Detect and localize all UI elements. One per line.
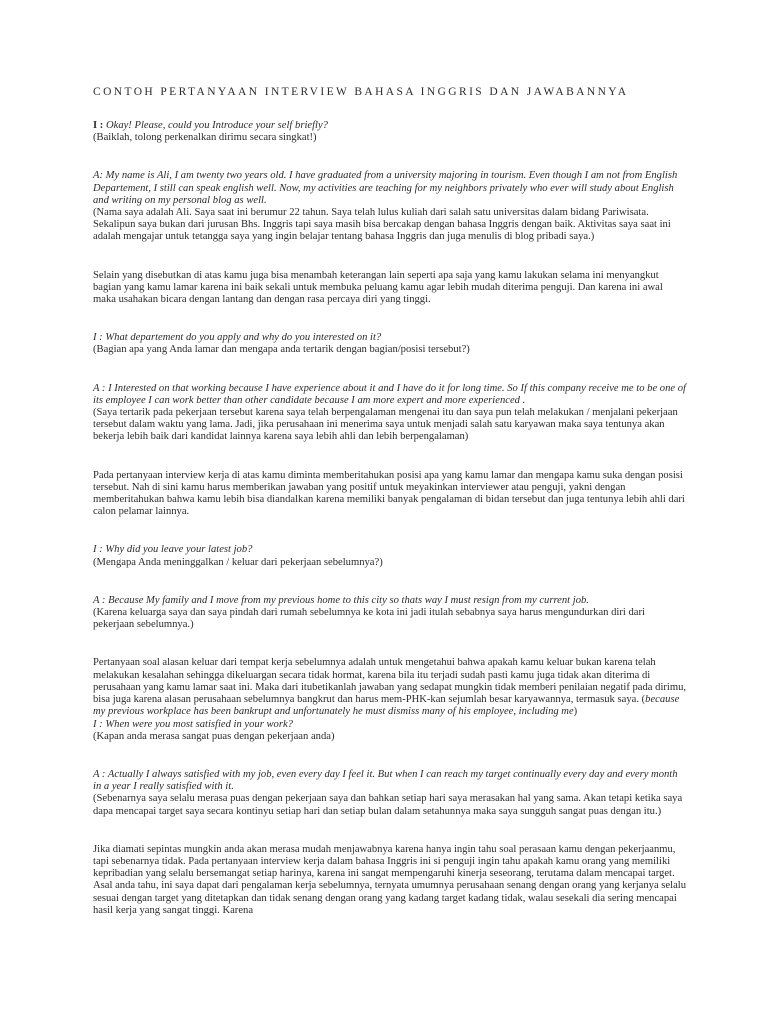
explanation-3-and-question-4	[93, 657, 688, 742]
question-3-translation: (Mengapa Anda meninggalkan / keluar dari pekerjaan sebelumnya?)	[93, 556, 383, 568]
answer-1	[93, 170, 688, 243]
question-4-english: I : When were you most satisfied in your work?	[93, 718, 293, 730]
explanation-4	[93, 844, 688, 917]
answer-3-english: A : Because My family and I move from my previous home to this city so thats way I must resign from my current job.	[93, 594, 589, 606]
question-1-translation: (Baiklah, tolong perkenalkan dirimu secara singkat!)	[93, 132, 317, 144]
question-2-english: I : What departement do you apply and why do you interested on it?	[93, 332, 382, 344]
answer-4-translation: (Sebenarnya saya selalu merasa puas dengan pekerjaan saya dan bahkan setiap hari saya merasakan hal yang sama. Akan tetapi ketika saya dapa mencapai target saya secara kontinyu setiap hari dan setiap bulan dalam setahunnya maka saya sungguh sangat puas dengan itu.)	[93, 793, 683, 817]
explanation-3-text	[93, 657, 688, 718]
answer-3	[93, 595, 688, 632]
explanation-2-text: Pada pertanyaan interview kerja di atas kamu diminta memberitahukan posisi apa yang kamu lamar dan mengapa kamu suka dengan posisi tersebut. Nah di sini kamu harus memberikan jawaban yang positif untuk meyakinkan interviewer atau penguji, yakni dengan memberitahukan bahwa kamu lebih bisa diandalkan karena memiliki banyak pengalaman di bidan tersebut dan juga tentunya lebih ahli dari calon pelamar lainnya.	[93, 469, 685, 518]
answer-2-english: A : I Interested on that working because I have experience about it and I have do it for long time. So If this company receive me to be one of its employee I can work better than other candidate because I am more expert and more experienced .	[93, 382, 686, 406]
explanation-3-close: )	[573, 706, 578, 718]
explanation-1	[93, 270, 688, 307]
question-1-english: Okay! Please, could you Introduce your self briefly?	[103, 120, 328, 131]
question-3-english: I : Why did you leave your latest job?	[93, 544, 253, 556]
explanation-3-body: Pertanyaan soal alasan keluar dari tempat kerja sebelumnya adalah untuk mengetahui bahwa apakah kamu keluar bukan karena telah melakukan kesalahan sehingga dikeluargan secara tidak hormat, karena bila itu terjadi sudah pasti kamu juga tidak akan diterima di perusahaan yang kamu lamar saat ini. Maka dari itubetikanlah jawaban yang sedapat mungkin tidak memberi penilaian negatif pada dirimu, bisa juga karena alasan perusahaan sebelumnya bangkrut dan harus mem-PHK-kan sejumlah besar karyawannya, termasuk saya. (	[93, 657, 687, 706]
question-4-translation: (Kapan anda merasa sangat puas dengan pekerjaan anda)	[93, 730, 335, 742]
answer-4	[93, 769, 688, 818]
question-2	[93, 332, 688, 356]
document-title: CONTOH PERTANYAAN INTERVIEW BAHASA INGGRIS DAN JAWABANNYA	[93, 86, 629, 98]
answer-4-english: A : Actually I always satisfied with my job, even every day I feel it. But when I can reach my target continually every day and every month in a year I really satisfied with it.	[93, 768, 678, 793]
explanation-1-text: Selain yang disebutkan di atas kamu juga bisa menambah keterangan lain seperti apa saja yang kamu lakukan selama ini menyangkut bagian yang kamu lamar karena ini baik sekali untuk membuka peluang kamu agar lebih mudah diterima penguji. Dan karena ini awal maka usahakan bicara dengan lantang dan dengan rasa percaya diri yang tinggi.	[93, 269, 663, 306]
explanation-3-english-note: because my previous workplace has been bankrupt and unfortunately he must dismiss many of his employee, including me	[93, 694, 680, 718]
answer-1-translation: (Nama saya adalah Ali. Saya saat ini berumur 22 tahun. Saya telah lulus kuliah dari salah satu universitas dalam bidang Pariwisata. Sekalipun saya bukan dari jurusan Bhs. Inggris tapi saya masih bisa bercakap dengan bahasa Inggris dengan baik. Aktivitas saya saat ini adalah mengajar untuk tetangga saya yang ingin belajar tentang bahasa Inggris dan juga menulis di blog pribadi saya.)	[93, 207, 671, 243]
speaker-label: I :	[93, 120, 104, 131]
explanation-2	[93, 470, 688, 519]
answer-2	[93, 383, 688, 444]
explanation-4-text: Jika diamati sepintas mungkin anda akan merasa mudah menjawabnya karena hanya ingin tahu soal perasaan kamu dengan pekerjaanmu, tapi sebenarnya tidak. Pada pertanyaan interview kerja dalam bahasa Inggris ini si penguji ingin tahu apakah kamu orang yang memiliki kepribadian yang selalu bersemangat setiap harinya, karena ini sangat mempengaruhi kinerja seseorang, terutama dalam mencapai target. Asal anda tahu, ini saya dapat dari pengalaman kerja sebelumnya, ternyata umumnya perusahaan senang dengan orang yang kerjanya selalu sesuai dengan target yang ditetapkan dan tidak senang dengan orang yang kadang target kadang tidak, walau sesekali dia sering mencapai hasil kerja yang sangat tinggi. Karena	[93, 843, 687, 916]
answer-3-translation: (Karena keluarga saya dan saya pindah dari rumah sebelumnya ke kota ini jadi itulah sebabnya saya harus mengundurkan diri dari pekerjaan sebelumnya.)	[93, 607, 645, 631]
answer-2-translation: (Saya tertarik pada pekerjaan tersebut karena saya telah berpengalaman mengenai itu dan saya pun telah melakukan / menjalani pekerjaan tersebut dalam waktu yang lama. Jadi, jika perusahaan ini menerima saya untuk menjadi salah satu karyawan maka saya tentunya akan bekerja lebih baik dari kandidat lainnya karena saya lebih ahli dan lebih berpengalaman)	[93, 407, 678, 443]
question-2-translation: (Bagian apa yang Anda lamar dan mengapa anda tertarik dengan bagian/posisi tersebut?)	[93, 344, 470, 356]
question-1	[93, 120, 688, 144]
question-3	[93, 544, 688, 568]
answer-1-english: A: My name is Ali, I am twenty two years old. I have graduated from a university majoring in tourism. Even though I am not from English Departement, I still can speak english well. Now, my activities are teaching for my neighbors privately who ever will study about English and writing on my personal blog as well.	[93, 170, 678, 206]
